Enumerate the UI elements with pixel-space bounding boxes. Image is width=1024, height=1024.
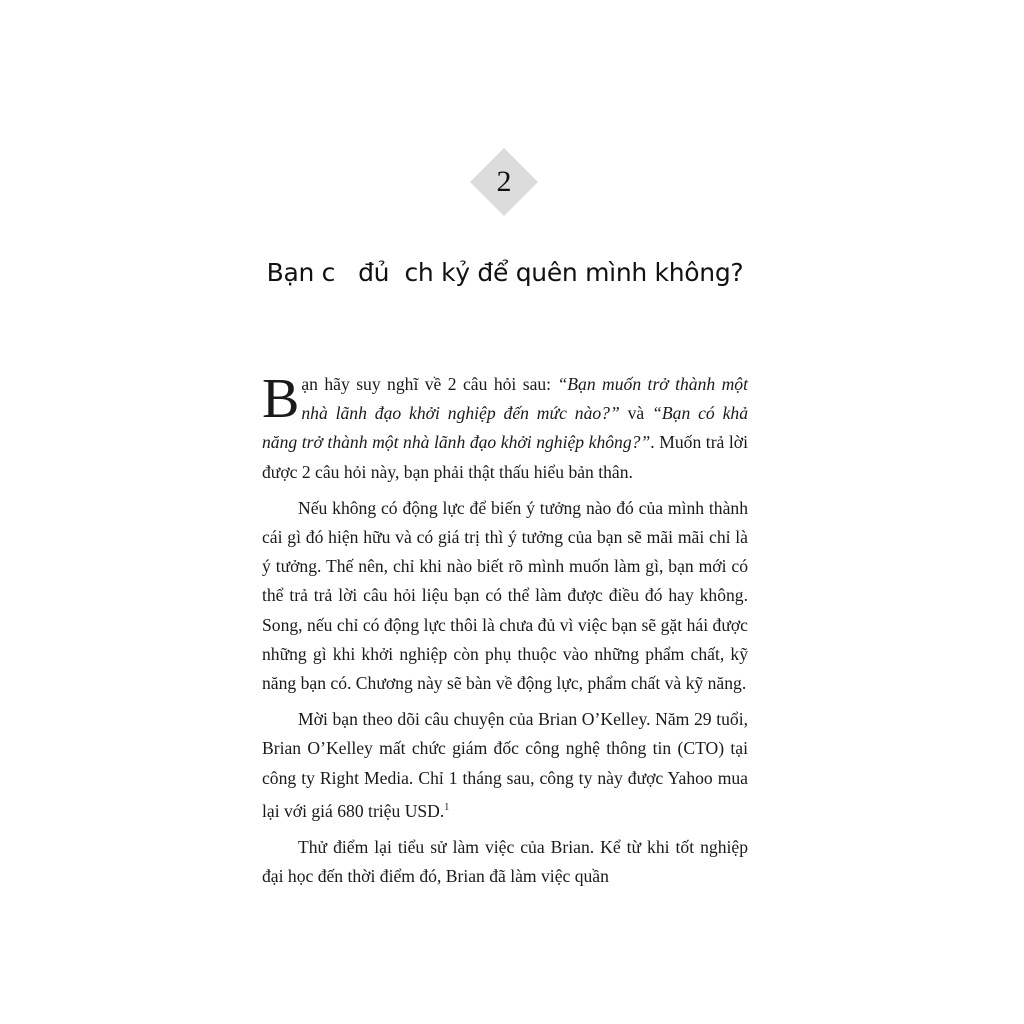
chapter-number-badge bbox=[470, 148, 538, 216]
question-2: “Bạn có khả năng trở thành một nhà lãnh đạo khởi nghiệp không?” bbox=[262, 403, 748, 453]
chapter-number: 2 bbox=[496, 165, 512, 198]
paragraph-1-text-a: ạn hãy suy nghĩ về 2 câu hỏi sau: bbox=[301, 374, 558, 394]
chapter-title: Bạn c đủ ch kỷ để quên mình không? bbox=[266, 258, 744, 287]
paragraph-1-text-b: và bbox=[619, 403, 653, 424]
drop-cap: B bbox=[262, 368, 300, 430]
paragraph-1 bbox=[262, 370, 748, 487]
paragraph-3-text: Mời bạn theo dõi câu chuyện của Brian O’Kelley. Năm 29 tuổi, Brian O’Kelley mất chức giám đốc công nghệ thông tin (CTO) tại công ty Right Media. Chỉ 1 tháng sau, công ty này được Yahoo mua lại với giá 680 triệu USD. bbox=[262, 709, 748, 821]
footnote-marker: 1 bbox=[444, 801, 450, 813]
body-text bbox=[262, 370, 748, 898]
question-1: “Bạn muốn trở thành một nhà lãnh đạo khởi nghiệp đến mức nào?” bbox=[301, 374, 748, 424]
paragraph-1-text-c: . Muốn trả lời được 2 câu hỏi này, bạn phải thật thấu hiểu bản thân. bbox=[262, 432, 749, 482]
paragraph-2: Nếu không có động lực để biến ý tưởng nào đó của mình thành cái gì đó hiện hữu và có giá trị thì ý tưởng của bạn sẽ mãi mãi chỉ là ý tưởng. Thế nên, chỉ khi nào biết rõ mình muốn làm gì, bạn mới có thể trả trả lời câu hỏi liệu bạn có thể làm được điều đó hay không. Song, nếu chỉ có động lực thôi là chưa đủ vì việc bạn sẽ gặt hái được những gì khi khởi nghiệp còn phụ thuộc vào những phẩm chất, kỹ năng bạn có. Chương này sẽ bàn về động lực, phẩm chất và kỹ năng. bbox=[262, 497, 748, 694]
paragraph-3 bbox=[262, 705, 748, 826]
paragraph-4: Thử điểm lại tiểu sử làm việc của Brian. Kể từ khi tốt nghiệp đại học đến thời điểm đó, Brian đã làm việc quần bbox=[262, 837, 748, 887]
